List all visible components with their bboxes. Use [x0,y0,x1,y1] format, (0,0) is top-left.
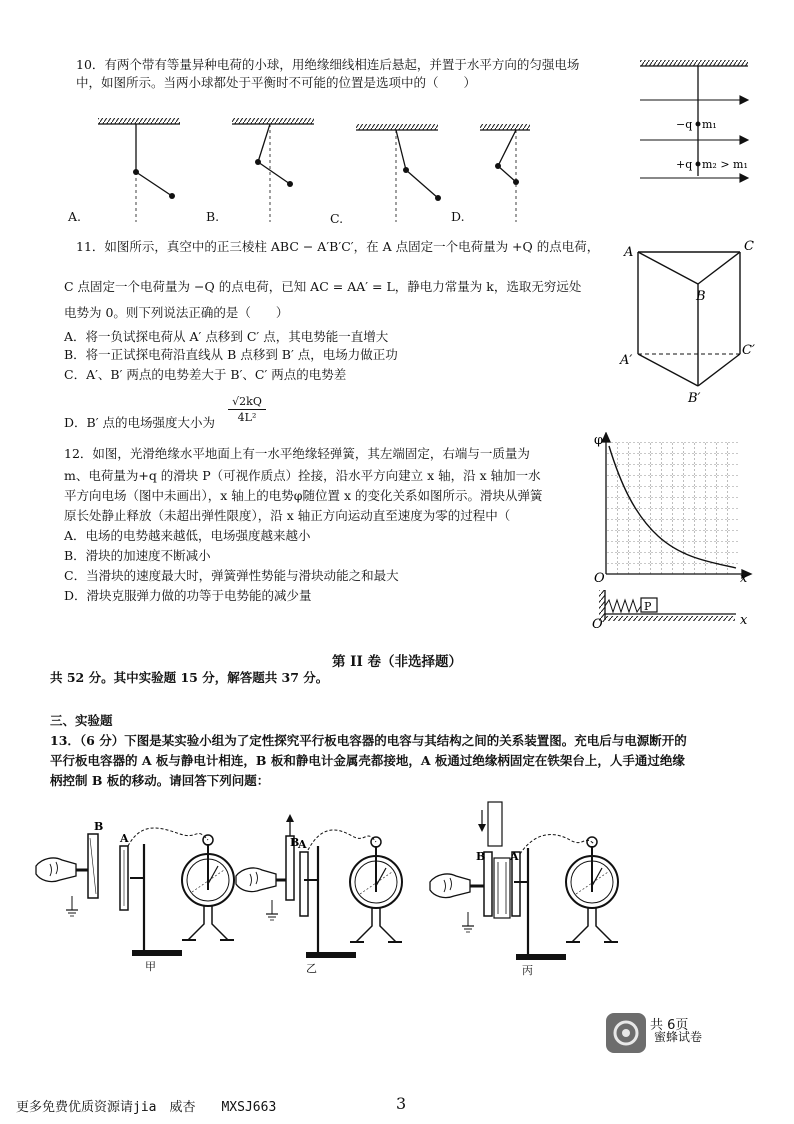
q12-origin-spring: O [592,617,603,632]
q13-figure-yi [236,814,402,958]
q10-option-d-figure [480,124,530,222]
q12-line3: 平方向电场（图中未画出），x 轴上的电势φ随位置 x 的变化关系如图所示。滑块从弹簧 [64,488,543,503]
part2-title: 第 II 卷（非选择题） [331,654,463,670]
q11-vertex-b-prime: B′ [688,391,701,406]
q12-axis-x-graph: x [740,571,748,586]
q11-option-d-fraction [228,395,266,424]
q13-line1: 13．（6 分）下图是某实验小组为了定性探究平行板电容器的电容与其结构之间的关系装置图。充电后与电源断开的 [50,733,687,748]
q13-figure-label-jia: 甲 [145,960,156,973]
q13-bing-label-b: B [476,850,486,863]
q12-axis-x-spring: x [740,613,748,628]
q10-option-d: D. [451,209,465,224]
q13-bing-label-a: A [510,850,519,863]
q11-vertex-a: A [624,245,634,260]
seal-text-brand: 蜜蜂试卷 [654,1030,703,1044]
q10-label-m1: m₁ [702,118,717,131]
q10-text-line2: 中，如图所示。当两小球都处于平衡时不可能的位置是选项中的（ ） [76,75,477,90]
q12-origin-graph: O [594,571,605,586]
footer-promo: 更多免费优质资源请jia 威杏 MXSJ663 [16,1100,277,1115]
q10-option-c-figure [356,124,441,222]
seal-logo-icon [606,1013,646,1053]
q13-yi-label-a: A [298,838,307,851]
q11-option-b: B．将一正试探电荷沿直线从 B 点移到 B′ 点，电场力做正功 [64,347,398,362]
section-experiment: 三、实验题 [50,713,113,728]
q11-vertex-a-prime: A′ [620,353,633,368]
q12-potential-graph [586,432,756,632]
q11-vertex-c-prime: C′ [742,343,755,358]
q13-line3: 柄控制 B 板的移动。请回答下列问题： [50,773,270,788]
q11-option-c: C．A′、B′ 两点的电势差大于 B′、C′ 两点的电势差 [64,367,347,382]
q13-apparatus-figures [32,800,632,985]
q12-option-c: C．当滑块的速度最大时，弹簧弹性势能与滑块动能之和最大 [64,568,399,583]
q13-figure-label-yi: 乙 [306,962,317,975]
q11-option-d-denominator: 4L² [237,411,257,424]
q12-block-p: P [644,600,652,613]
q10-option-c: C. [330,211,344,226]
seal-text-pages: 共 6页 [650,1018,689,1033]
q13-figure-jia [36,820,234,956]
q13-jia-label-a: A [120,832,129,845]
q12-option-d: D．滑块克服弹力做的功等于电势能的减少量 [64,588,312,603]
q11-line2: C 点固定一个电荷量为 −Q 的点电荷，已知 AC = AA′ = L，静电力常量为 k，选取无穷远处 [64,279,582,294]
q12-line2: m、电荷量为+q 的滑块 P（可视作质点）拴接，沿水平方向建立 x 轴，沿 x 轴加一水 [64,468,541,483]
part2-summary: 共 52 分。其中实验题 15 分，解答题共 37 分。 [50,670,329,685]
q13-line2: 平行板电容器的 A 板与静电计相连，B 板和静电计金属壳都接地，A 板通过绝缘柄固定在铁架台上，人手通过绝缘 [50,753,685,768]
q10-option-b: B. [206,209,220,224]
q11-option-d-numerator: √2kQ [228,395,266,410]
q13-figure-bing [430,802,618,960]
q10-text-line1: 10．有两个带有等量异种电荷的小球，用绝缘细线相连后悬起，并置于水平方向的匀强电场 [76,57,580,72]
q11-line1: 11．如图所示，真空中的正三棱柱 ABC − A′B′C′，在 A 点固定一个电荷量为 +Q 的点电荷， [76,239,600,254]
q11-vertex-c: C [744,239,754,254]
q11-line3: 电势为 0。则下列说法正确的是（ ） [64,305,289,320]
q13-yi-label-b: B [290,836,300,849]
q10-option-a-figure [98,118,180,222]
q10-label-m2: m₂ > m₁ [702,158,748,171]
q13-jia-label-b: B [94,820,104,833]
q10-label-pos-q: +q [676,158,693,171]
q10-label-neg-q: −q [676,118,693,131]
q10-option-b-figure [232,118,314,222]
q12-option-b: B．滑块的加速度不断减小 [64,548,211,563]
q12-line4: 原长处静止释放（未超出弹性限度），沿 x 轴正方向运动直至速度为零的过程中（ [64,508,511,523]
q10-option-a: A. [68,209,82,224]
q13-figure-label-bing: 丙 [522,964,533,977]
q11-vertex-b: B [696,289,706,304]
q12-axis-phi: φ [594,433,604,448]
q12-option-a: A．电场的电势越来越低，电场强度越来越小 [64,528,311,543]
q11-option-d: D．B′ 点的电场强度大小为 [64,415,216,430]
q11-option-a: A．将一负试探电荷从 A′ 点移到 C′ 点，其电势能一直增大 [64,329,389,344]
page-number: 3 [396,1094,407,1113]
q11-prism-figure [616,236,766,408]
q12-line1: 12．如图，光滑绝缘水平地面上有一水平绝缘轻弹簧，其左端固定，右端与一质量为 [64,446,530,461]
q10-field-figure [636,56,756,186]
